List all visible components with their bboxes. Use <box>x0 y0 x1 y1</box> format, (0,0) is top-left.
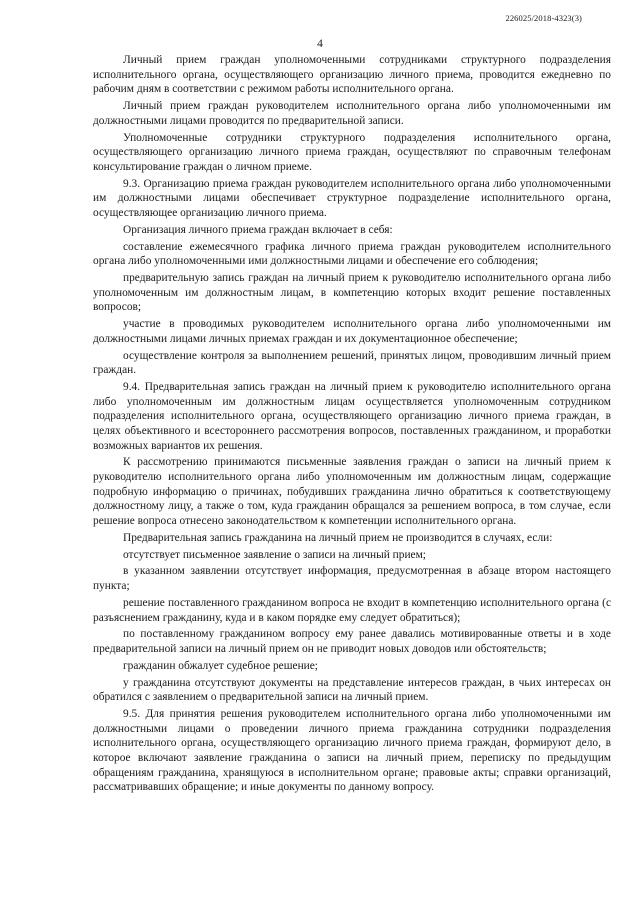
document-number: 226025/2018-4323(3) <box>505 13 582 23</box>
paragraph: Личный прием граждан руководителем исполнительного органа либо уполномоченными им должностными лицами проводится по предварительной записи. <box>93 100 611 127</box>
list-item: гражданин обжалует судебное решение; <box>123 659 318 672</box>
list-item: осуществление контроля за выполнением решений, принятых лицом, проводившим личный прием граждан. <box>93 349 611 377</box>
paragraph-section-9-4: 9.4. Предварительная запись граждан на личный прием к руководителю исполнительного органа либо уполномоченным им должностным лицам осуществляется уполномоченным сотрудником подразделения исполнительного органа, осуществляющего организацию личного приема граждан, в целях объективного и всестороннего рассмотрения вопросов, поставленных гражданином, и проработки возможных вариантов их решения. <box>93 381 611 452</box>
paragraph: Предварительная запись гражданина на личный прием не производится в случаях, если: <box>123 531 553 544</box>
paragraph: К рассмотрению принимаются письменные заявления граждан о записи на личный прием к руководителю исполнительного органа либо уполномоченным им должностным лицам, содержащие подробную информацию о причинах, побудивших гражданина лично обратиться к соответствующему должностному лицу, а также о том, куда гражданин обращался за решением вопроса, в том случае, если решение вопроса отнесено законодательством к компетенции исполнительного органа. <box>93 456 611 527</box>
document-body <box>93 53 611 797</box>
list-item: решение поставленного гражданином вопроса не входит в компетенцию исполнительного органа (с разъяснением гражданину, куда и в каком порядке ему следует обратиться); <box>93 596 611 624</box>
page-number: 4 <box>317 38 323 50</box>
list-item: в указанном заявлении отсутствует информация, предусмотренная в абзаце втором настоящего пункта; <box>93 565 611 593</box>
paragraph-section-9-3: 9.3. Организацию приема граждан руководителем исполнительного органа либо уполномоченными им должностными лицами обеспечивает структурное подразделение исполнительного органа, осуществляющее организацию личного приема. <box>93 177 611 219</box>
list-item: участие в проводимых руководителем исполнительного органа либо уполномоченными им должностными лицами личных приемах граждан и их документационное обеспечение; <box>93 318 611 345</box>
paragraph: Организация личного приема граждан включает в себя: <box>123 223 393 236</box>
paragraph: Личный прием граждан уполномоченными сотрудниками структурного подразделения исполнительного органа, осуществляющего организацию личного приема, проводится ежедневно по рабочим дням в соответствии с режимом работы исполнительного органа. <box>93 54 611 96</box>
list-item: по поставленному гражданином вопросу ему ранее давались мотивированные ответы и в ходе предварительной записи на личный прием он не приводит новых доводов или обстоятельств; <box>93 628 611 656</box>
list-item: предварительную запись граждан на личный прием к руководителю исполнительного органа либо уполномоченным им должностным лицам, в компетенцию которых входит решение поставленных вопросов; <box>93 272 611 314</box>
list-item: отсутствует письменное заявление о записи на личный прием; <box>123 548 426 561</box>
paragraph-section-9-5: 9.5. Для принятия решения руководителем исполнительного органа либо уполномоченными им должностными лицами о проведении личного приема гражданина сотрудники подразделения исполнительного органа, осуществляющего организацию личного приема граждан, формируют дело, в которое включают заявление гражданина о записи на личный прием, переписку по предыдущим обращениям гражданина, хранящуюся в исполнительном органе; правовые акты; справки организаций, рассматривавших обращение; и иные документы по данному вопросу. <box>93 708 611 794</box>
list-item: у гражданина отсутствуют документы на представление интересов граждан, в чьих интересах он обратился с заявлением о предварительной записи на личный прием. <box>93 676 611 704</box>
paragraph: Уполномоченные сотрудники структурного подразделения исполнительного органа, осуществляющего организацию личного приема граждан, осуществляют по справочным телефонам консультирование граждан о личном приеме. <box>93 131 611 173</box>
list-item: составление ежемесячного графика личного приема граждан руководителем исполнительного органа либо уполномоченными ими должностными лицами и обеспечение его соблюдения; <box>93 240 611 268</box>
